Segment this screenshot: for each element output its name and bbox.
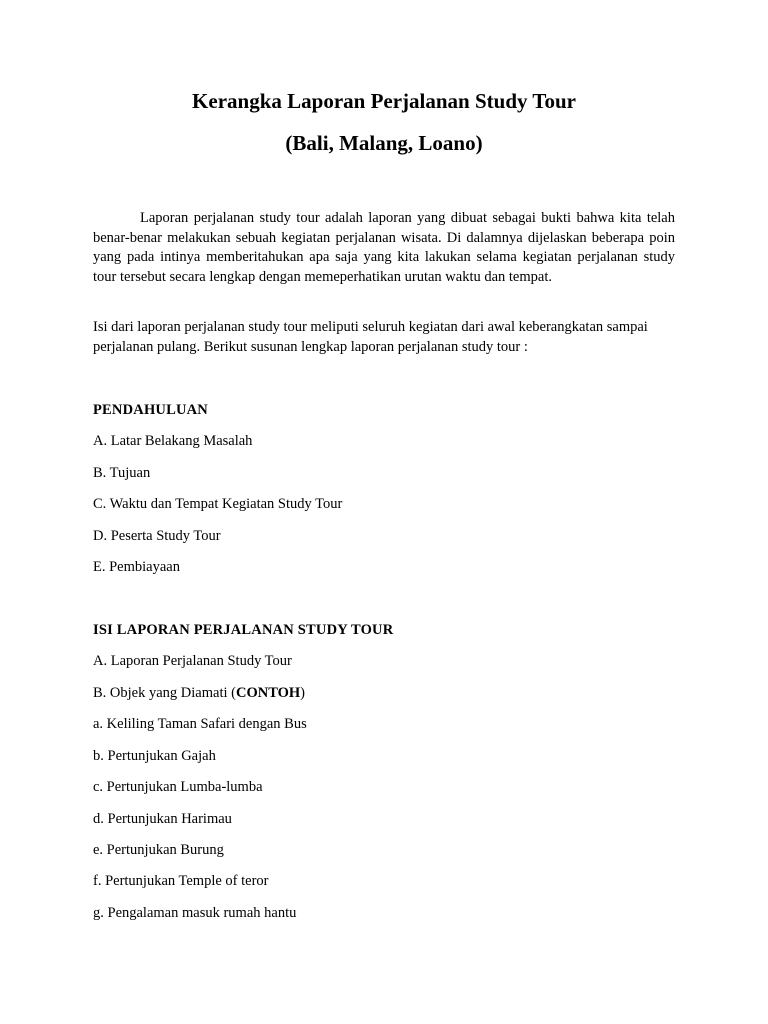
contoh-label: CONTOH [235, 685, 301, 701]
document-subtitle: (Bali, Malang, Loano) [285, 131, 483, 155]
section-heading-isi-laporan: ISI LAPORAN PERJALANAN STUDY TOUR [93, 622, 394, 638]
sub-list-item: e. Pertunjukan Burung [93, 842, 224, 858]
sub-list-item: g. Pengalaman masuk rumah hantu [93, 905, 297, 921]
list-item: E. Pembiayaan [93, 559, 180, 575]
list-item: B. Tujuan [93, 465, 151, 481]
document-title: Kerangka Laporan Perjalanan Study Tour [192, 89, 576, 113]
list-item: A. Latar Belakang Masalah [93, 433, 253, 449]
list-item: C. Waktu dan Tempat Kegiatan Study Tour [93, 496, 343, 512]
list-item: D. Peserta Study Tour [93, 528, 221, 544]
list-item: A. Laporan Perjalanan Study Tour [93, 653, 292, 669]
second-paragraph: Isi dari laporan perjalanan study tour meliputi seluruh kegiatan dari awal keberangkatan sampai perjalanan pulang. Berikut susunan lengkap laporan perjalanan study tour : [93, 319, 648, 355]
sub-list-item: f. Pertunjukan Temple of teror [93, 873, 269, 889]
sub-list-item: a. Keliling Taman Safari dengan Bus [93, 716, 307, 732]
list-item-objek-suffix: ) [300, 685, 306, 701]
sub-list-item: b. Pertunjukan Gajah [93, 748, 216, 764]
sub-list-item: c. Pertunjukan Lumba-lumba [93, 779, 263, 795]
section-heading-pendahuluan: PENDAHULUAN [93, 402, 208, 418]
list-item-objek [93, 684, 305, 703]
sub-list-item: d. Pertunjukan Harimau [93, 811, 232, 827]
intro-paragraph: Laporan perjalanan study tour adalah laporan yang dibuat sebagai bukti bahwa kita telah benar-benar melakukan sebuah kegiatan perjalanan wisata. Di dalamnya dijelaskan beberapa poin yang pada intinya memberitahukan apa saja yang kita lakukan selama kegiatan perjalanan study tour tersebut secara lengkap dengan memeperhatikan urutan waktu dan tempat. [93, 210, 675, 285]
list-item-objek-prefix: B. Objek yang Diamati ( [93, 685, 236, 701]
